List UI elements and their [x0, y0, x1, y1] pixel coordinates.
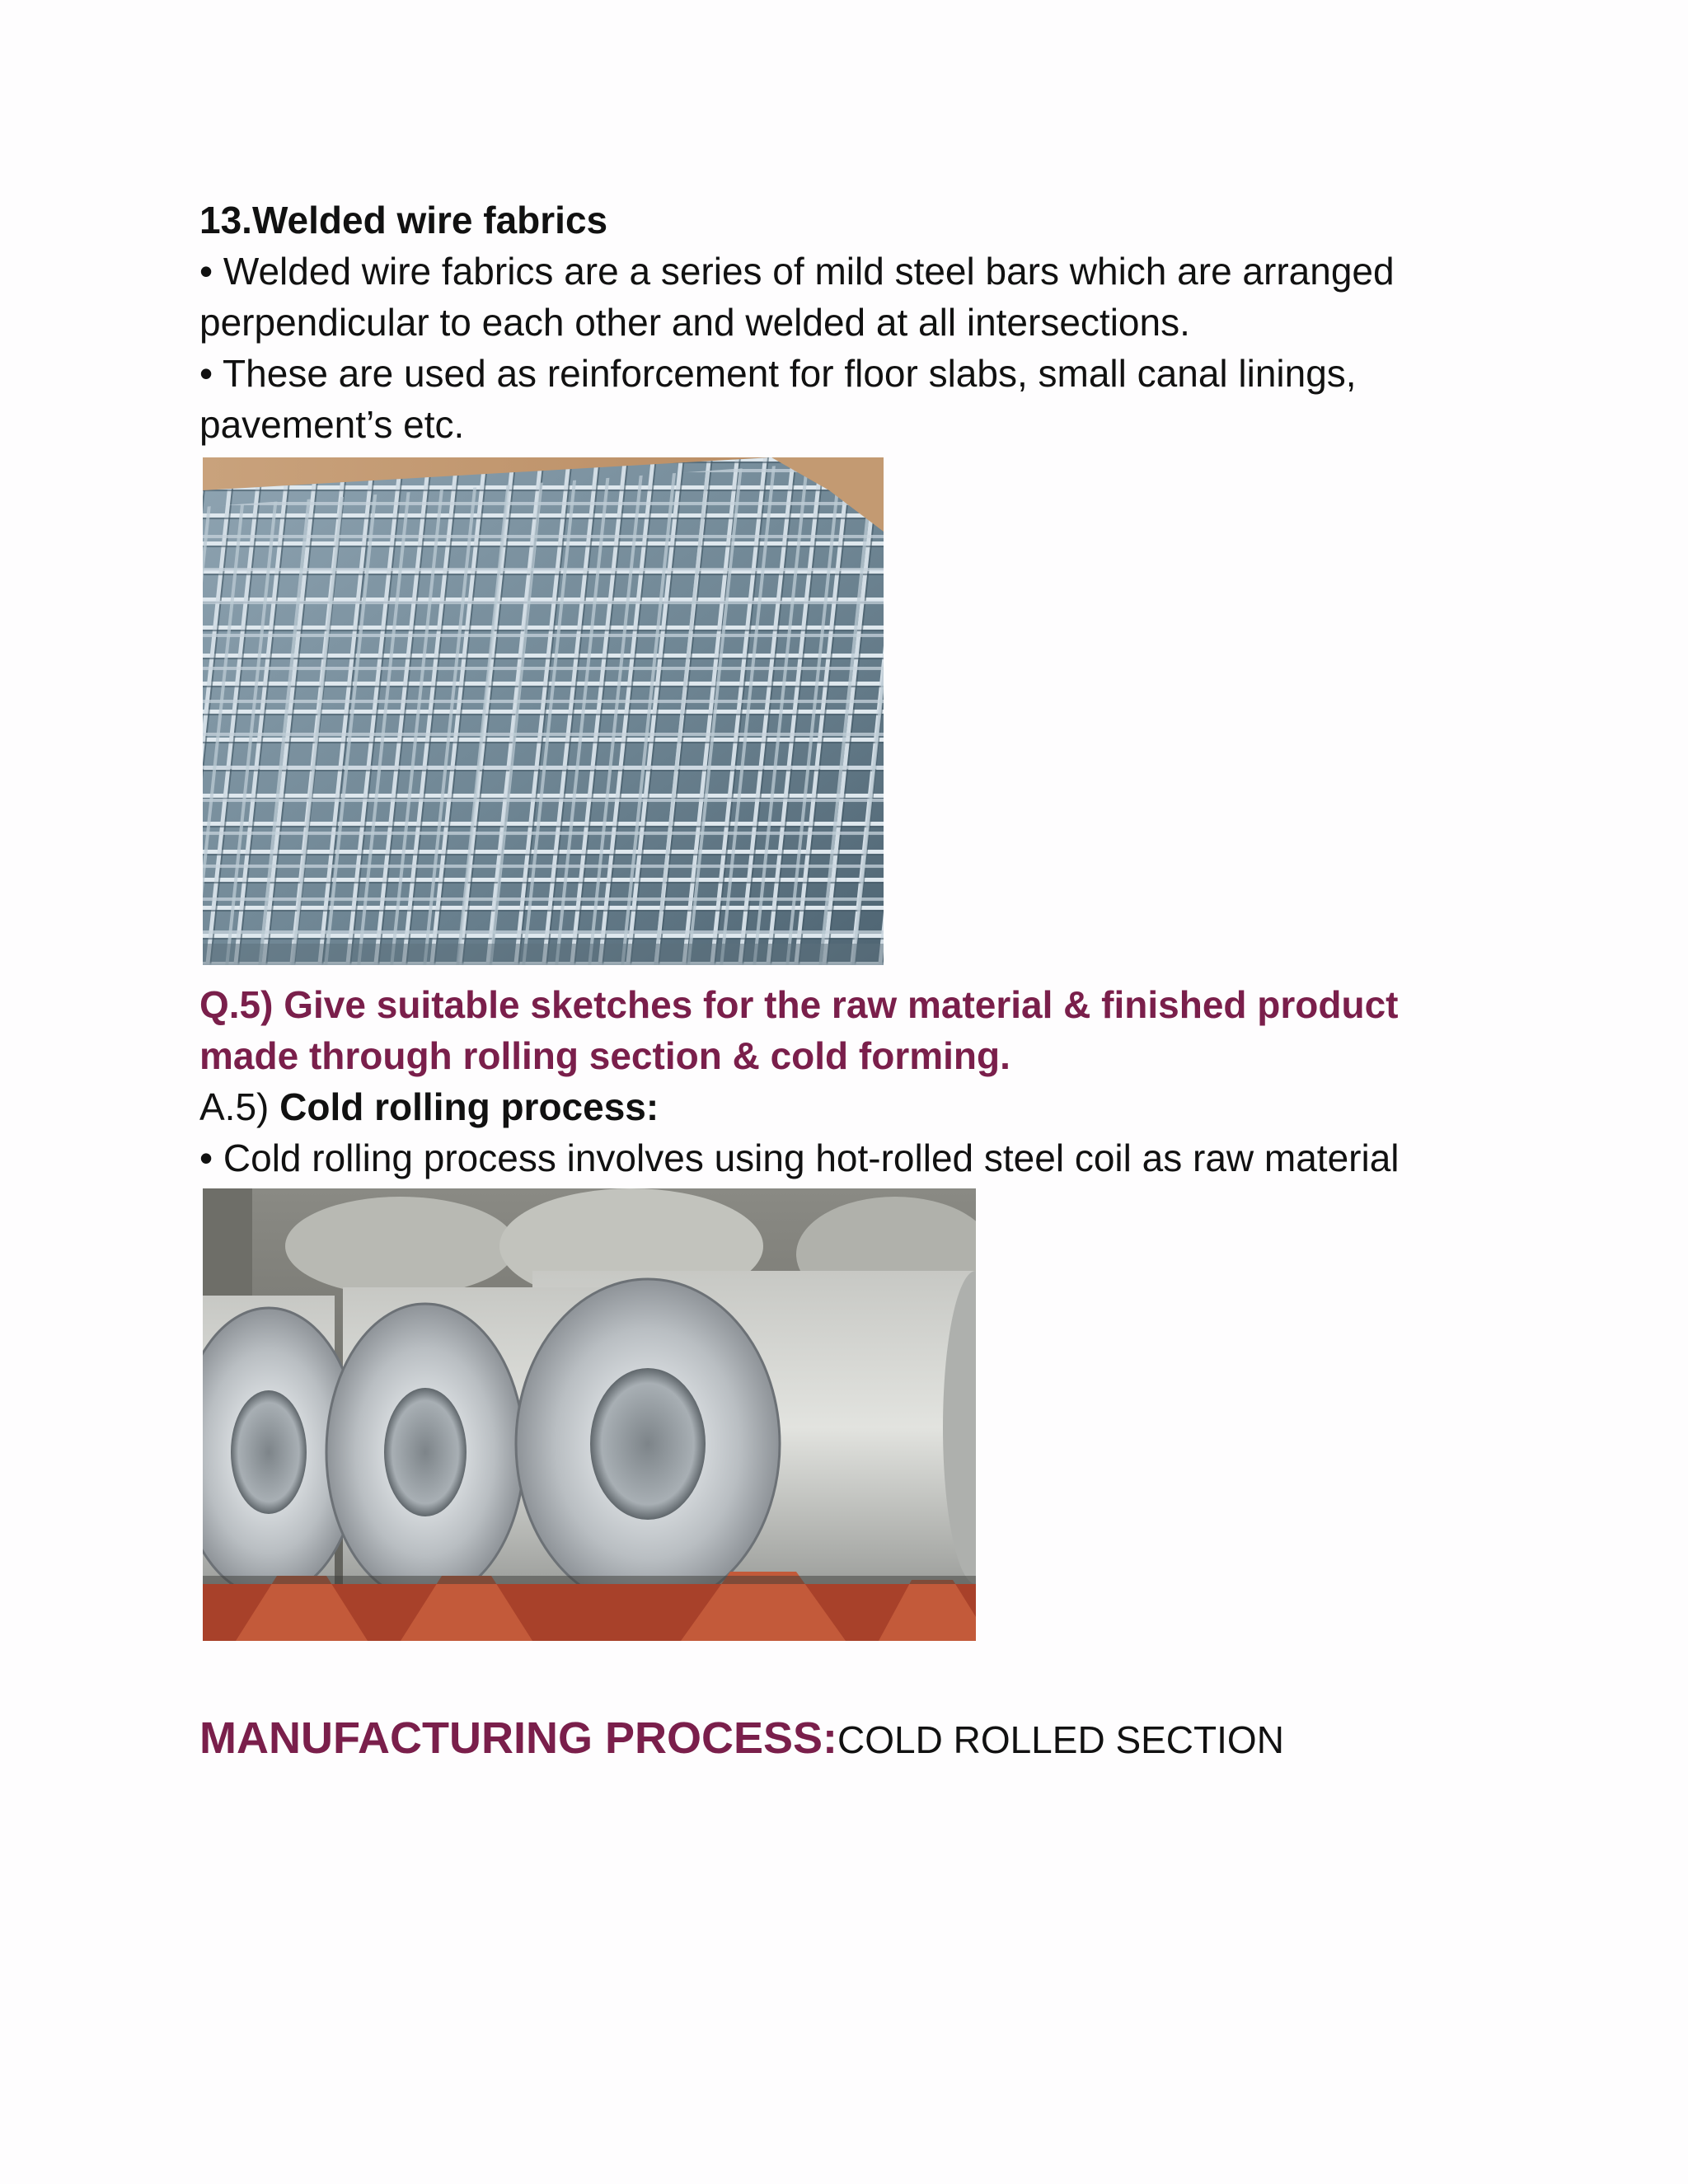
bullet-text: • Welded wire fabrics are a series of mild steel bars which are arranged: [199, 250, 1395, 293]
bullet-text: • Cold rolling process involves using hot-rolled steel coil as raw material: [199, 1137, 1400, 1179]
welded-wire-mesh-photo: [203, 457, 884, 965]
question-text: made through rolling section & cold forming.: [199, 1034, 1010, 1077]
answer-title: Cold rolling process:: [279, 1085, 659, 1128]
section-title: 13.Welded wire fabrics: [199, 199, 608, 241]
bullet-text: perpendicular to each other and welded at all intersections.: [199, 301, 1190, 344]
answer-heading: [199, 1081, 659, 1132]
answer-prefix: A.5): [199, 1085, 280, 1128]
manufacturing-heading: [199, 1709, 1284, 1779]
manufacturing-label: MANUFACTURING PROCESS:: [199, 1713, 838, 1763]
bullet-text: pavement’s etc.: [199, 403, 465, 446]
question-text: Q.5) Give suitable sketches for the raw material & finished product: [199, 983, 1399, 1026]
manufacturing-value: COLD ROLLED SECTION: [837, 1718, 1284, 1761]
bullet-text: • These are used as reinforcement for floor slabs, small canal linings,: [199, 352, 1357, 395]
steel-coils-photo: [203, 1188, 976, 1641]
